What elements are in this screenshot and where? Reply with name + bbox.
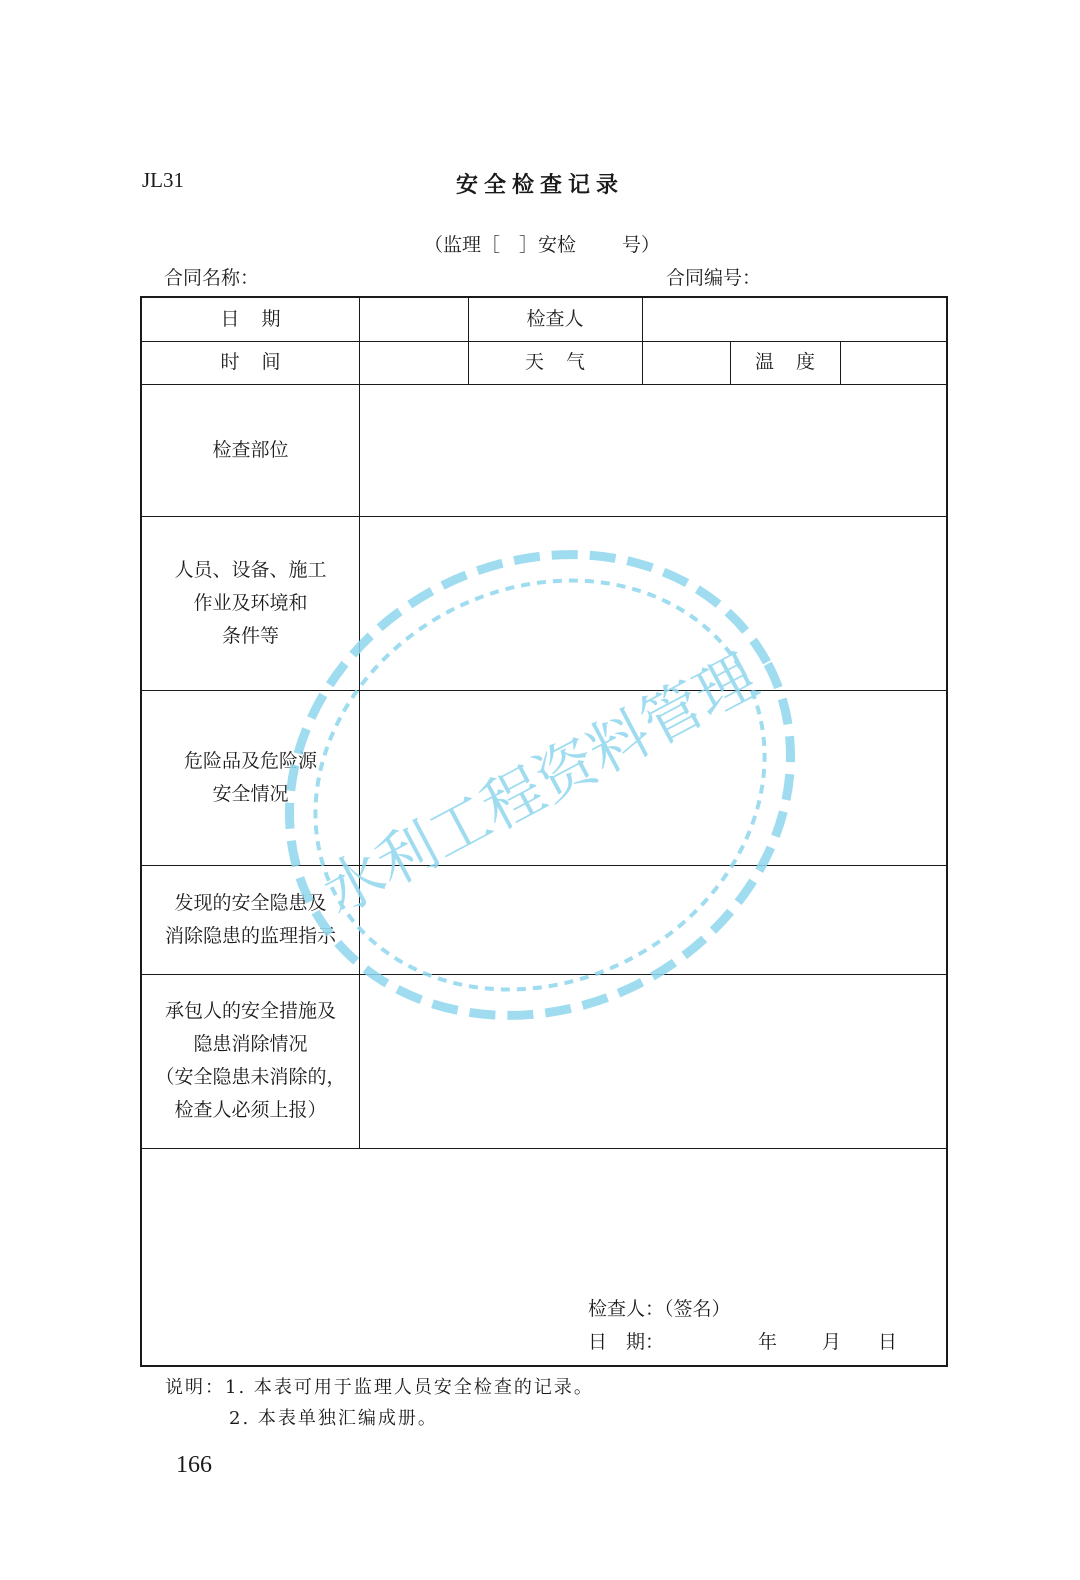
date-label: 日期 bbox=[220, 308, 303, 330]
form-code: JL31 bbox=[142, 168, 184, 192]
page-number: 166 bbox=[176, 1452, 212, 1478]
note-line-1: 说明：1. 本表可用于监理人员安全检查的记录。 bbox=[165, 1377, 594, 1398]
inspector-signature-label: 检查人：（签名） bbox=[588, 1298, 731, 1320]
time-value-field[interactable] bbox=[359, 341, 468, 384]
signature-date-label: 日 期： bbox=[588, 1331, 665, 1353]
weather-value-field[interactable] bbox=[642, 341, 730, 384]
notes bbox=[165, 1372, 594, 1434]
row-divider bbox=[142, 1148, 946, 1149]
personnel-equipment-label: 人员、设备、施工 作业及环境和 条件等 bbox=[174, 558, 327, 647]
inspector-value-field[interactable] bbox=[642, 298, 946, 341]
watermark-text: 水利工程资料管理 bbox=[311, 641, 769, 929]
hazardous-materials-field[interactable] bbox=[359, 690, 946, 865]
temperature-value-field[interactable] bbox=[840, 341, 946, 384]
hazardous-materials-label: 危险品及危险源 安全情况 bbox=[183, 749, 317, 805]
inspection-form-table bbox=[140, 296, 948, 1367]
signature-year-label: 年 bbox=[758, 1331, 778, 1353]
document-number-suffix: 号） bbox=[622, 234, 661, 256]
hazards-found-label: 发现的安全隐患及 消除隐患的监理指示 bbox=[164, 891, 336, 947]
document-number-prefix: （监理［ ］安检 bbox=[424, 234, 577, 256]
contractor-measures-field[interactable] bbox=[359, 974, 946, 1148]
inspection-location-label: 检查部位 bbox=[212, 438, 289, 461]
inspection-location-field[interactable] bbox=[359, 384, 946, 516]
date-value-field[interactable] bbox=[359, 298, 468, 341]
signature-day-label: 日 bbox=[878, 1331, 898, 1353]
signature-month-label: 月 bbox=[822, 1331, 842, 1353]
contractor-measures-label: 承包人的安全措施及 隐患消除情况 （安全隐患未消除的， 检查人必须上报） bbox=[155, 1000, 346, 1121]
contract-name-label: 合同名称： bbox=[164, 267, 260, 289]
form-title: 安全检查记录 bbox=[455, 172, 624, 198]
temperature-label: 温度 bbox=[754, 351, 837, 373]
personnel-equipment-field[interactable] bbox=[359, 516, 946, 690]
note-line-2: 2. 本表单独汇编成册。 bbox=[229, 1408, 438, 1429]
inspector-label: 检查人 bbox=[526, 308, 584, 330]
hazards-found-field[interactable] bbox=[359, 865, 946, 974]
contract-number-label: 合同编号： bbox=[666, 267, 762, 289]
time-label: 时间 bbox=[220, 351, 303, 373]
signature-date-line bbox=[588, 1327, 897, 1354]
document-number-line bbox=[424, 230, 660, 257]
weather-label: 天气 bbox=[524, 351, 607, 373]
